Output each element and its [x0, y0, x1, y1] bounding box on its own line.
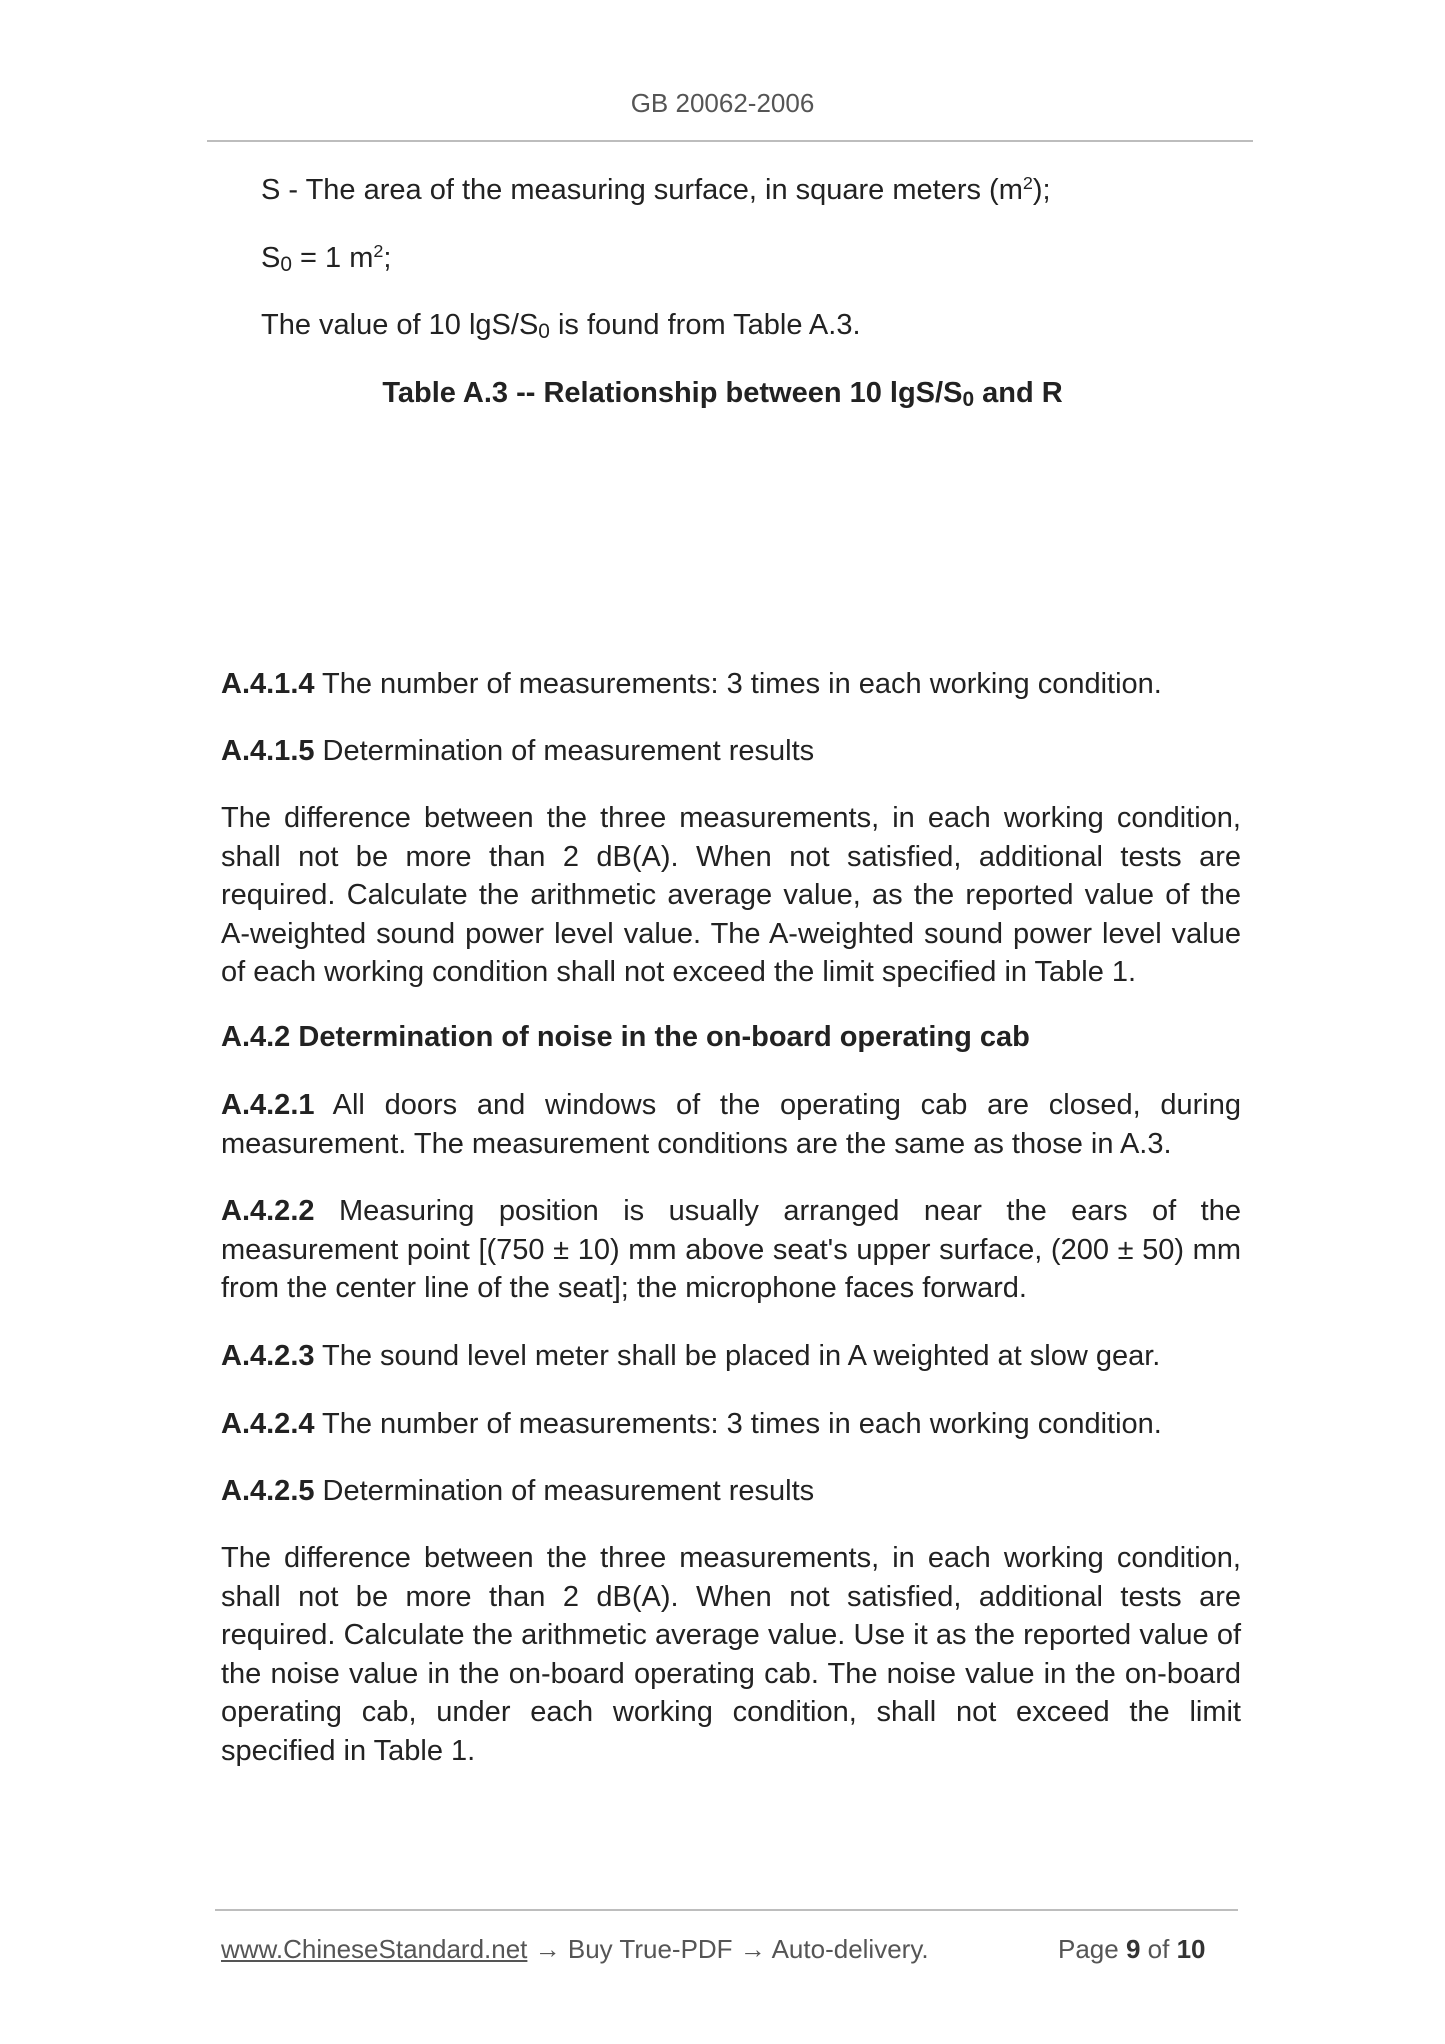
- definition-s0-end: ;: [383, 242, 392, 274]
- arrow-right-icon: →: [732, 1934, 772, 1964]
- definition-s-text: S - The area of the measuring surface, in square meters (m: [261, 174, 1023, 206]
- clause-number: A.4.2.1: [221, 1089, 315, 1121]
- footer-delivery-text: Auto-delivery.: [771, 1934, 929, 1964]
- table-caption-end: and R: [974, 377, 1063, 409]
- clause-a415: [221, 732, 1241, 771]
- clause-text: Measuring position is usually arranged near the ears of the measurement point [(750 ± 10) mm above seat's upper surface, (200 ± 50) mm from the center line of the seat]; the microphone faces forward.: [221, 1195, 1241, 1304]
- footer-divider: [215, 1909, 1238, 1911]
- clause-a415-body: The difference between the three measurements, in each working condition, shall not be more than 2 dB(A). When not satisfied, additional tests are required. Calculate the arithmetic average value, as the reported value of the A-weighted sound power level value. The A-weighted sound power level value of each working condition shall not exceed the limit specified in Table 1.: [221, 802, 1241, 988]
- definition-s0-value: = 1 m: [291, 242, 374, 274]
- definition-s: [261, 171, 1241, 210]
- current-page: 9: [1125, 1934, 1141, 1964]
- table-caption-text: Table A.3 -- Relationship between 10 lgS/S: [382, 377, 963, 409]
- clause-a422: [221, 1192, 1241, 1308]
- footer-website-link[interactable]: www.ChineseStandard.net: [221, 1934, 528, 1964]
- section-heading-a42: A.4.2 Determination of noise in the on-board operating cab: [221, 1021, 1030, 1053]
- table-reference-subscript: 0: [538, 319, 550, 343]
- definition-s0-superscript: 2: [373, 241, 384, 262]
- clause-number: A.4.1.4: [221, 668, 315, 700]
- clause-a425: [221, 1472, 1241, 1511]
- table-caption: [0, 374, 1445, 413]
- clause-text: The sound level meter shall be placed in A weighted at slow gear.: [314, 1340, 1161, 1372]
- table-reference-end: is found from Table A.3.: [549, 309, 861, 341]
- clause-text: The number of measurements: 3 times in each working condition.: [314, 1408, 1162, 1440]
- clause-a423: [221, 1337, 1241, 1376]
- table-caption-subscript: 0: [962, 387, 975, 411]
- page-of-label: of: [1140, 1934, 1177, 1964]
- clause-number: A.4.2.5: [221, 1475, 315, 1507]
- clause-text: Determination of measurement results: [314, 735, 815, 767]
- clause-number: A.4.1.5: [221, 735, 315, 767]
- definition-s-end: );: [1032, 174, 1051, 206]
- header-divider: [207, 140, 1253, 142]
- page-header-title: GB 20062-2006: [630, 88, 815, 118]
- definition-s0-subscript: 0: [280, 252, 292, 276]
- table-a3-blank-area: [221, 435, 1241, 650]
- clause-text: All doors and windows of the operating cab are closed, during measurement. The measurement conditions are the same as those in A.3.: [221, 1089, 1241, 1160]
- footer-buy-text: Buy True-PDF: [567, 1934, 733, 1964]
- clause-a425-body: The difference between the three measurements, in each working condition, shall not be more than 2 dB(A). When not satisfied, additional tests are required. Calculate the arithmetic average value. Use it as the reported value of the noise value in the on-board operating cab. The noise value in the on-board operating cab, under each working condition, shall not exceed the limit specified in Table 1.: [221, 1542, 1241, 1767]
- definition-s-superscript: 2: [1022, 173, 1033, 194]
- page-number: [1058, 1932, 1205, 1966]
- clause-number: A.4.2.4: [221, 1408, 315, 1440]
- arrow-right-icon: →: [527, 1934, 568, 1964]
- clause-a424: [221, 1405, 1241, 1444]
- clause-number: A.4.2.3: [221, 1340, 315, 1372]
- clause-text: The number of measurements: 3 times in each working condition.: [314, 668, 1162, 700]
- clause-a421: [221, 1086, 1241, 1163]
- table-reference-text: The value of 10 lgS/S: [261, 309, 539, 341]
- total-pages: 10: [1176, 1934, 1206, 1964]
- table-reference-sentence: [261, 306, 1241, 345]
- clause-a414: [221, 665, 1241, 704]
- page-label: Page: [1058, 1934, 1126, 1964]
- clause-text: Determination of measurement results: [314, 1475, 815, 1507]
- footer-promo: [221, 1932, 929, 1966]
- definition-s0: [261, 239, 1241, 278]
- definition-s0-symbol: S: [261, 242, 281, 274]
- clause-number: A.4.2.2: [221, 1195, 315, 1227]
